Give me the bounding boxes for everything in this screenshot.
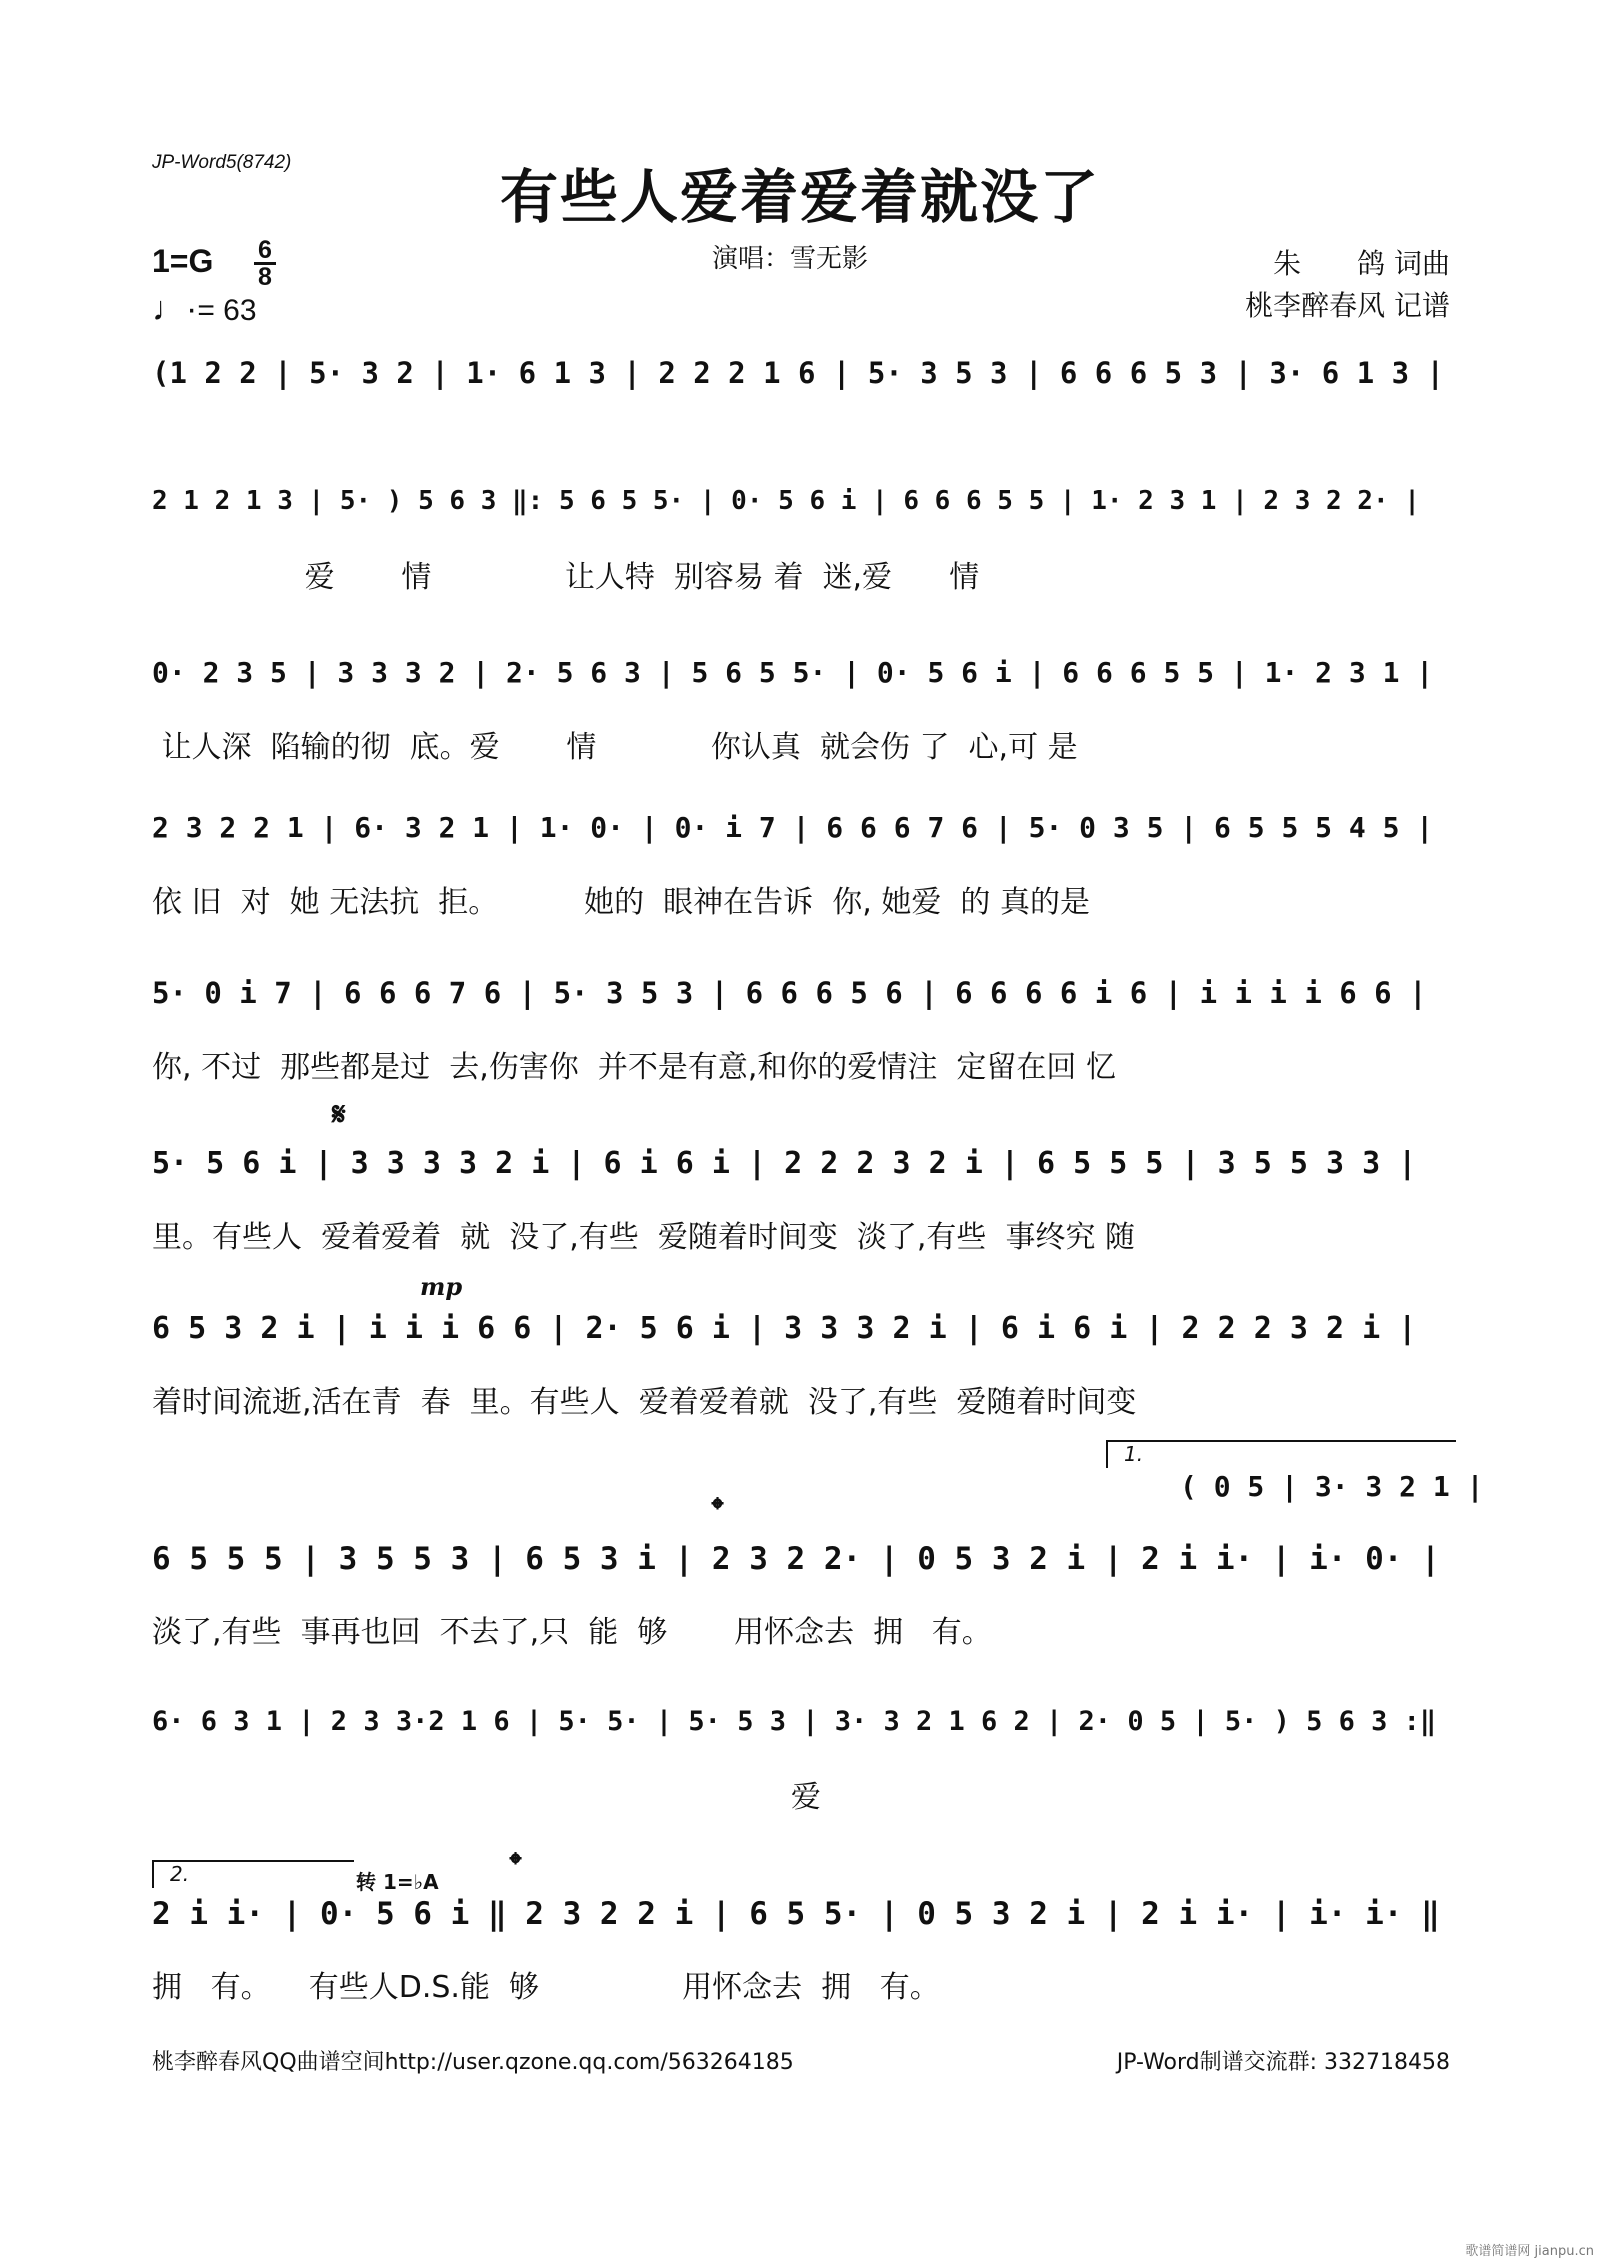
singer-label: 演唱：雪无影 — [712, 244, 869, 274]
notes-line — [152, 1140, 1454, 1196]
notation-text: 2 i i· | 0· 5 6 i ‖ 2 3 2 2 i | 6 5 5· | 0 5 3 2 i | 2 i i· | i· i· ‖ — [152, 1896, 1440, 1932]
dynamic-mp: mp — [420, 1272, 463, 1301]
notes-line — [152, 1305, 1454, 1361]
notation-text: 6· 6 3 1 | 2 3 3·2 1 6 | 5· 5· | 5· 5 3 | 3· 3 2 1 6 2 | 2· 0 5 | 5· ) 5 6 3 :‖ — [152, 1706, 1437, 1737]
watermark: 歌谱简谱网 jianpu.cn — [1465, 2244, 1594, 2259]
notes-line — [152, 970, 1454, 1026]
notes-line — [152, 1700, 1454, 1756]
lyrics-line: 让人深 陷输的彻 底。爱 情 你认真 就会伤 了 心,可 是 — [152, 730, 1078, 765]
footer-right-group: JP-Word制谱交流群: 332718458 — [1116, 2050, 1450, 2075]
notation-text: 0· 2 3 5 | 3 3 3 2 | 2· 5 6 3 | 5 6 5 5· | 0· 5 6 i | 6 6 6 5 5 | 1· 2 3 1 | — [152, 656, 1434, 689]
lyrics-line: 爱 — [152, 1780, 821, 1815]
volta-bracket-1 — [1106, 1440, 1456, 1468]
notation-text: 5· 5 6 i | 3 3 3 3 2 i | 6 i 6 i | 2 2 2 3 2 i | 6 5 5 5 | 3 5 5 3 3 | — [152, 1146, 1417, 1181]
lyricist-composer-credit: 朱 鸽 词曲 — [1273, 247, 1450, 280]
notation-text: (1 2 2 | 5· 3 2 | 1· 6 1 3 | 2 2 2 1 6 | 5· 3 5 3 | 6 6 6 5 3 | 3· 6 1 3 | — [152, 356, 1445, 390]
notation-text: 2 3 2 2 1 | 6· 3 2 1 | 1· 0· | 0· i 7 | 6 6 6 7 6 | 5· 0 3 5 | 6 5 5 5 4 5 | — [152, 811, 1434, 844]
tempo-marking — [152, 290, 257, 329]
song-title: 有些人爱着爱着就没了 — [499, 163, 1100, 231]
notes-line — [152, 650, 1454, 706]
lyrics-line: 里。有些人 爱着爱着 就 没了,有些 爱随着时间变 淡了,有些 事终究 随 — [152, 1220, 1136, 1255]
tempo-value: = 63 — [197, 294, 257, 327]
volta-1-label: 1. — [1124, 1442, 1144, 1466]
coda-icon-2: 𝄌 — [510, 1845, 522, 1883]
time-signature — [254, 238, 276, 289]
lyrics-line: 你, 不过 那些都是过 去,伤害你 并不是有意,和你的爱情注 定留在回 忆 — [152, 1050, 1116, 1085]
meter-bottom: 8 — [258, 263, 272, 291]
notation-text: 6 5 5 5 | 3 5 5 3 | 6 5 3 i | 2 3 2 2· | 0 5 3 2 i | 2 i i· | i· 0· | — [152, 1541, 1440, 1577]
segno-icon: 𝄋 — [332, 1095, 346, 1133]
notes-line — [152, 1890, 1454, 1946]
notation-text: 6 5 3 2 i | i i i 6 6 | 2· 5 6 i | 3 3 3 2 i | 6 i 6 i | 2 2 2 3 2 i | — [152, 1311, 1417, 1346]
volta-bracket-2 — [152, 1860, 354, 1888]
lyrics-line: 着时间流逝,活在青 春 里。有些人 爱着爱着就 没了,有些 爱随着时间变 — [152, 1385, 1137, 1420]
volta-2-label: 2. — [170, 1862, 190, 1886]
key-signature: 1=G — [152, 243, 214, 279]
meter-top: 6 — [258, 236, 272, 264]
transcriber-credit: 桃李醉春风 记谱 — [1245, 289, 1450, 322]
lyrics-line: 依 旧 对 她 无法抗 拒。 她的 眼神在告诉 你, 她爱 的 真的是 — [152, 885, 1090, 920]
lyrics-line: 拥 有。 有些人D.S.能 够 用怀念去 拥 有。 — [152, 1970, 940, 2005]
notes-line — [152, 350, 1454, 406]
coda-icon: 𝄌 — [712, 1490, 724, 1528]
notation-text: 5· 0 i 7 | 6 6 6 7 6 | 5· 3 5 3 | 6 6 6 5 6 | 6 6 6 6 i 6 | i i i i 6 6 | — [152, 976, 1427, 1010]
footer-left-link[interactable]: 桃李醉春风QQ曲谱空间http://user.qzone.qq.com/563264185 — [152, 2050, 794, 2075]
notes-line — [152, 480, 1454, 536]
modulation-label: 转 1=♭A — [356, 1870, 439, 1894]
notes-line — [152, 1535, 1454, 1591]
dotted-quarter-note-icon: ♩· — [152, 290, 198, 328]
lyrics-line: 淡了,有些 事再也回 不去了,只 能 够 用怀念去 拥 有。 — [152, 1615, 992, 1650]
software-label: JP-Word5(8742) — [152, 152, 292, 173]
notes-line — [152, 805, 1454, 861]
notation-text: 2 1 2 1 3 | 5· ) 5 6 3 ‖: 5 6 5 5· | 0· 5 6 i | 6 6 6 5 5 | 1· 2 3 1 | 2 3 2 2· | — [152, 486, 1420, 516]
alternate-voice-notes: ( 0 5 | 3· 3 2 1 | — [1180, 1470, 1484, 1503]
lyrics-line: 爱 情 让人特 别容易 着 迷,爱 情 — [152, 560, 980, 595]
